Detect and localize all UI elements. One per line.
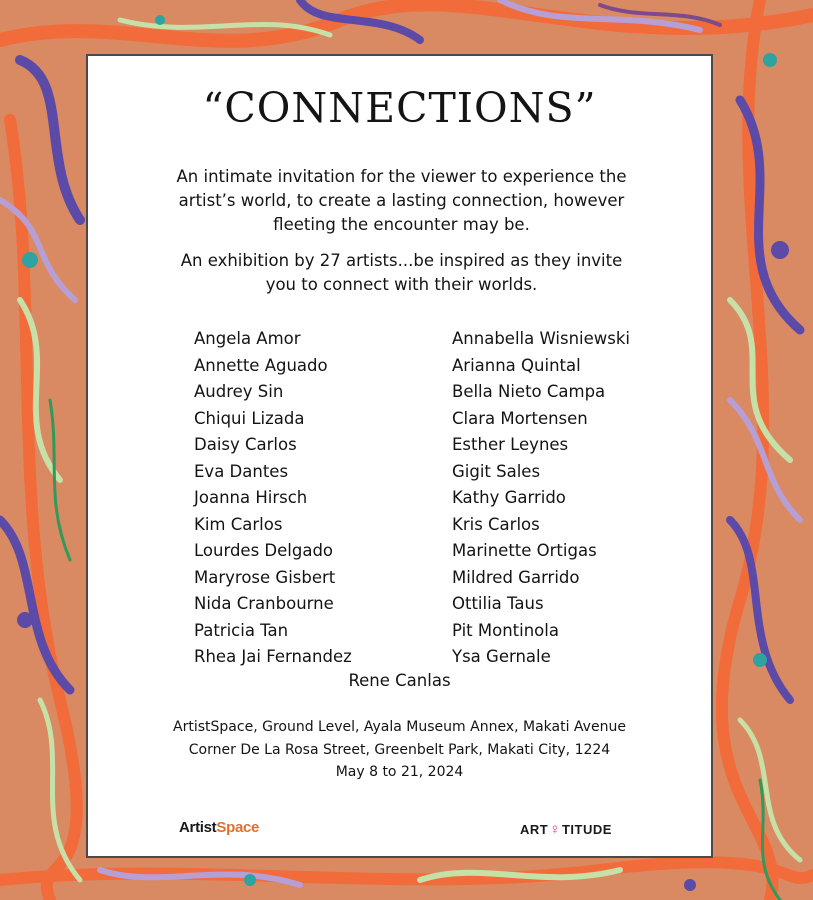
artist-name-centered: Rene Canlas <box>348 671 451 690</box>
intro-line: artist’s world, to create a lasting connection, however <box>178 191 625 210</box>
artist-name: Kris Carlos <box>452 514 540 534</box>
logo-text-art: ART <box>520 822 549 837</box>
exhibition-paragraph <box>118 249 685 297</box>
artist-name: Kathy Garrido <box>452 488 566 507</box>
intro-line: An intimate invitation for the viewer to experience the <box>176 167 627 186</box>
intro-paragraph <box>118 165 685 237</box>
artist-name: Bella Nieto Campa <box>452 382 606 401</box>
artist-name: Rhea Jai Fernandez <box>194 647 352 666</box>
exhibition-line: you to connect with their worlds. <box>265 275 538 294</box>
exhibition-dates: May 8 to 21, 2024 <box>335 764 464 780</box>
artist-name: Patricia Tan <box>194 620 289 640</box>
artist-name: Ottilia Taus <box>452 594 544 613</box>
artist-name: Chiqui Lizada <box>194 408 305 428</box>
artist-name: Annette Aguado <box>194 355 328 375</box>
artist-name: Annabella Wisniewski <box>452 329 631 348</box>
artist-name: Angela Amor <box>194 329 301 348</box>
artist-name: Joanna Hirsch <box>194 488 308 507</box>
artist-name: Pit Montinola <box>452 620 559 640</box>
artist-name: Daisy Carlos <box>194 435 297 454</box>
artist-name: Kim Carlos <box>194 514 283 534</box>
venue-details <box>88 716 711 784</box>
exhibition-line: An exhibition by 27 artists...be inspired as they invite <box>180 251 623 270</box>
invitation-card <box>86 54 713 858</box>
artist-name: Esther Leynes <box>452 435 569 454</box>
artist-name: Eva Dantes <box>194 461 289 481</box>
venue-line: ArtistSpace, Ground Level, Ayala Museum Annex, Makati Avenue <box>173 719 626 735</box>
intro-line: fleeting the encounter may be. <box>273 215 530 234</box>
logo-text-artist: Artist <box>179 819 217 836</box>
artist-name: Clara Mortensen <box>452 408 588 428</box>
artist-list-right <box>452 326 630 671</box>
artistspace-logo <box>179 819 259 836</box>
artist-list-left <box>194 326 352 671</box>
artist-name: Ysa Gernale <box>452 647 551 666</box>
artist-name: Marinette Ortigas <box>452 541 597 560</box>
female-symbol-icon: ♀ <box>549 821 561 838</box>
exhibition-title: “CONNECTIONS” <box>202 84 597 132</box>
venue-line: Corner De La Rosa Street, Greenbelt Park, Makati City, 1224 <box>188 741 611 758</box>
logo-text-space: Space <box>216 819 260 836</box>
artitude-logo <box>520 821 612 838</box>
artist-name: Mildred Garrido <box>452 567 580 587</box>
artist-name: Audrey Sin <box>194 382 284 401</box>
logo-text-titude: TITUDE <box>561 822 612 837</box>
artist-name: Gigit Sales <box>452 461 541 481</box>
artist-name: Lourdes Delgado <box>194 541 334 560</box>
artist-name: Maryrose Gisbert <box>194 567 336 587</box>
artist-name: Arianna Quintal <box>452 355 581 375</box>
artist-name: Nida Cranbourne <box>194 594 334 613</box>
